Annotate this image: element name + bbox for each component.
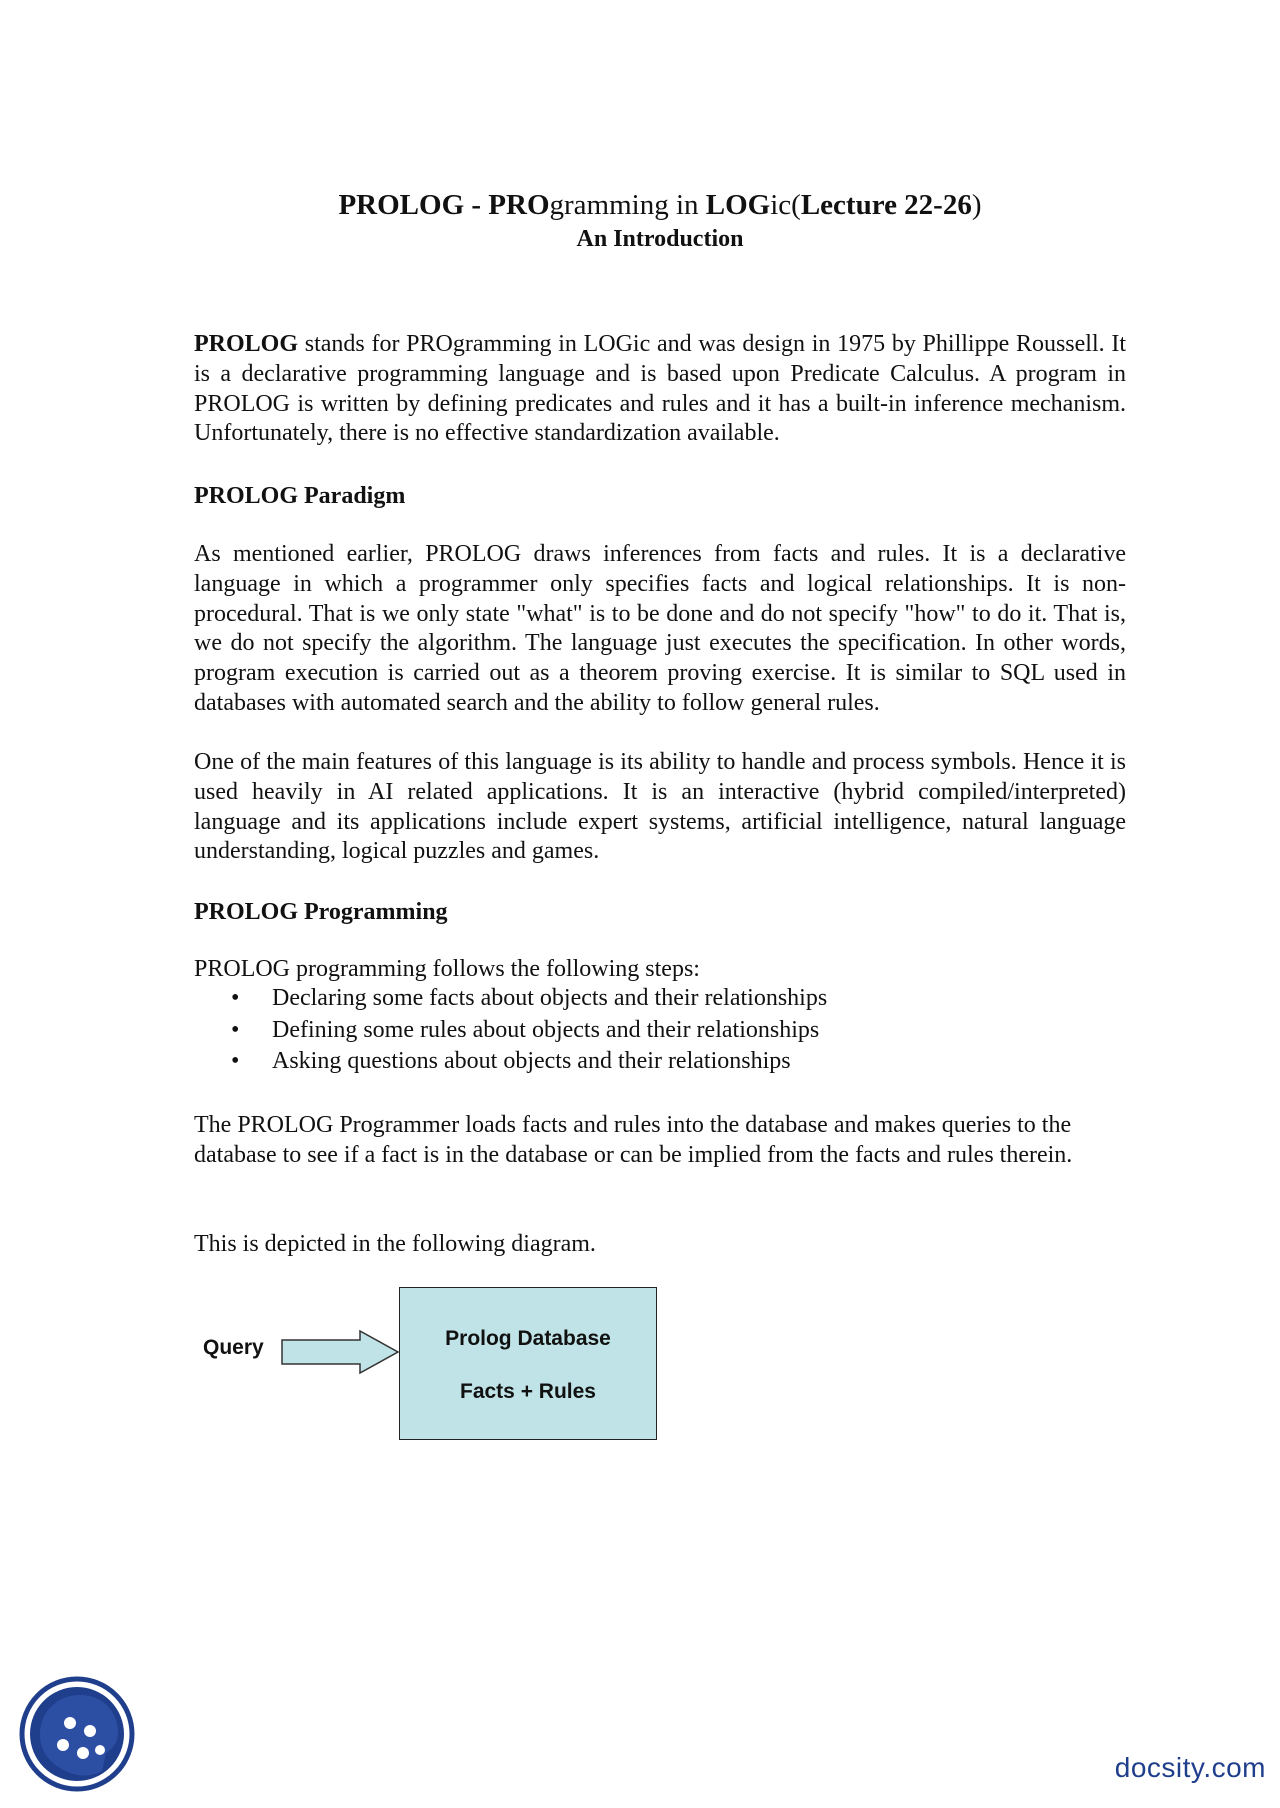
paradigm-paragraph-1: As mentioned earlier, PROLOG draws inferences from facts and rules. It is a declarative language in which a programmer only specifies facts and logical relationships. It is non-procedural. That is we only state "what" is to be done and do not specify "how" to do it. That is, we do not specify the algorithm. The language just executes the specification. In other words, program execution is carried out as a theorem proving exercise. It is similar to SQL used in databases with automated search and the ability to follow general rules.: [194, 541, 1126, 716]
title-part: gramming in: [549, 189, 706, 221]
title-part: ic(: [770, 189, 801, 221]
page-subtitle: An Introduction: [576, 226, 744, 252]
title-part: ): [971, 189, 982, 221]
steps-list: [194, 983, 827, 1078]
intro-paragraph: [194, 330, 1126, 449]
title-part: LOG: [705, 189, 771, 221]
prolog-database-box: [399, 1287, 657, 1440]
list-item: • Defining some rules about objects and their relationships: [194, 1015, 827, 1047]
diagram-intro: This is depicted in the following diagram.: [194, 1231, 596, 1257]
title-part: Lecture 22-26: [800, 189, 972, 221]
intro-text: stands for PROgramming in LOGic and was design in 1975 by Phillippe Roussell. It is a declarative programming language and is based upon Predicate Calculus. A program in PROLOG is written by defining predicates and rules and it has a built-in inference mechanism. Unfortunately, there is no effective standardization available.: [194, 331, 1126, 447]
list-item: • Declaring some facts about objects and their relationships: [194, 983, 827, 1015]
docsity-logo-icon[interactable]: [18, 1675, 136, 1793]
title-part: PROLOG - PRO: [338, 189, 550, 221]
page-title: [0, 187, 1280, 223]
intro-lead: PROLOG: [194, 331, 299, 357]
database-box-subtitle: Facts + Rules: [460, 1380, 596, 1403]
programming-intro: PROLOG programming follows the following steps:: [194, 956, 700, 982]
arrow-right-icon: [280, 1329, 400, 1375]
list-item: • Asking questions about objects and their relationships: [194, 1046, 827, 1078]
query-diagram: [190, 1280, 690, 1450]
query-label: Query: [203, 1336, 264, 1359]
database-box-title: Prolog Database: [445, 1327, 611, 1350]
paradigm-paragraph-2: One of the main features of this language is its ability to handle and process symbols. Hence it is used heavily in AI related applications. It is an interactive (hybrid compiled/interpreted) language and its applications include expert systems, artificial intelligence, natural language understanding, logical puzzles and games.: [194, 749, 1126, 865]
brand-link[interactable]: docsity.com: [1114, 1752, 1266, 1783]
section-heading-programming: PROLOG Programming: [194, 899, 448, 925]
programmer-paragraph: The PROLOG Programmer loads facts and rules into the database and makes queries to the database to see if a fact is in the database or can be implied from the facts and rules therein.: [194, 1112, 1073, 1168]
section-heading-paradigm: PROLOG Paradigm: [194, 483, 406, 509]
